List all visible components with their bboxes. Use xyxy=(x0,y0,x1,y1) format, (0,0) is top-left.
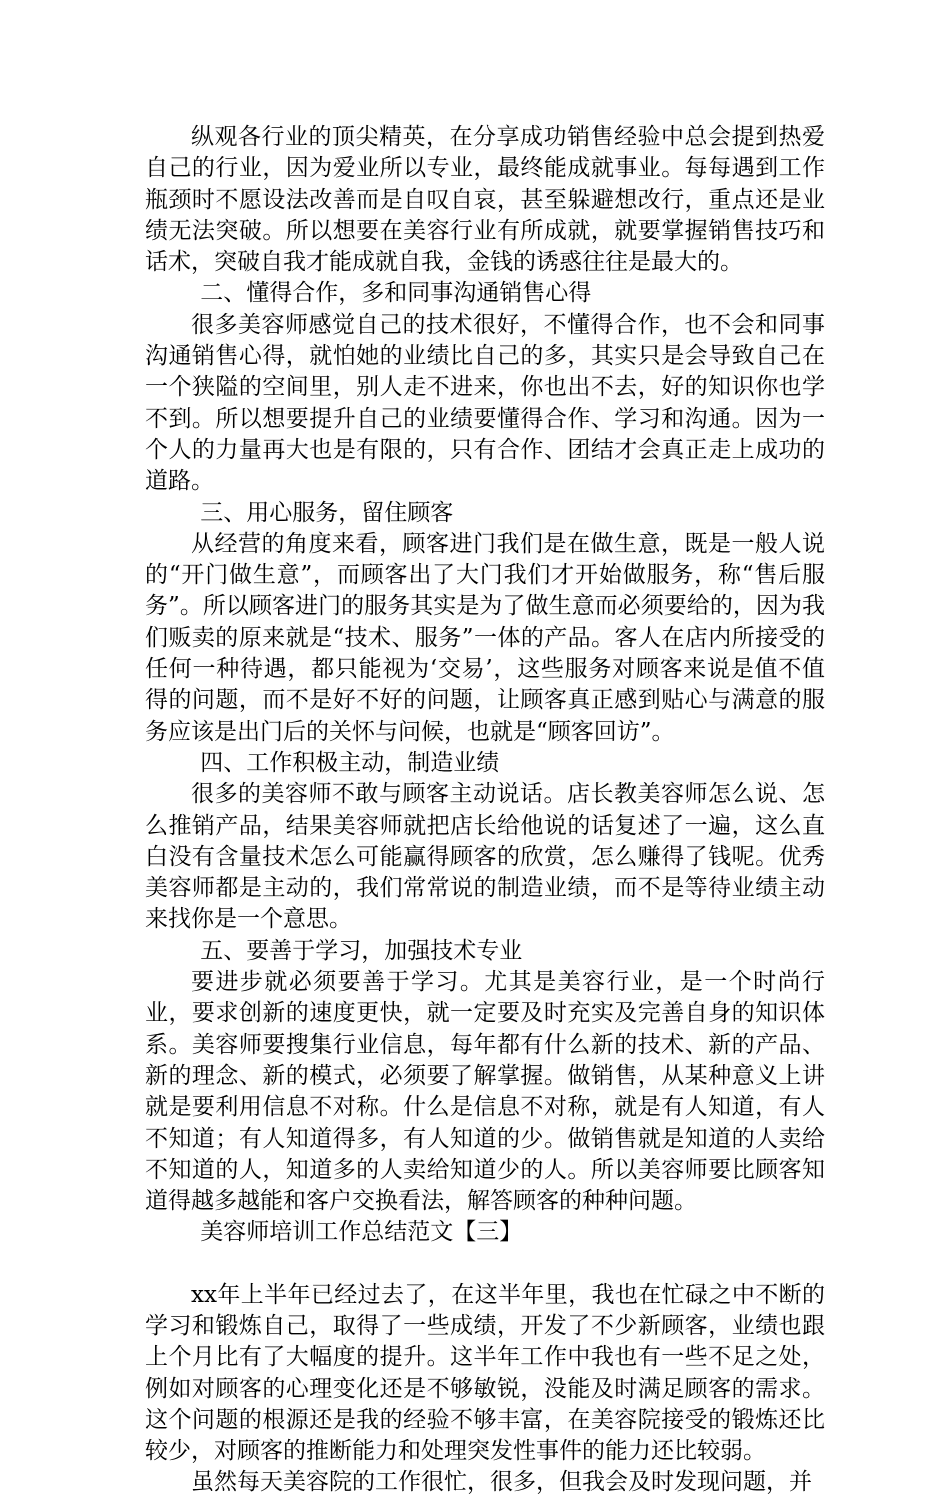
paragraph-daily-work: 虽然每天美容院的工作很忙，很多，但我会及时发现问题，并 xyxy=(191,1469,812,1496)
paragraph-career-passion: 纵观各行业的顶尖精英，在分享成功销售经验中总会提到热爱自己的行业，因为爱业所以专业，最终能成就事业。每每遇到工作瓶颈时不愿设法改善而是自叹自哀，甚至躲避想改行，重点还是业绩无法突破。所以想要在美容行业有所成就，就要掌握销售技巧和话术，突破自我才能成就自我，金钱的诱惑往往是最大的。 xyxy=(145,124,825,276)
section-heading-service: 三、用心服务，留住顾客 xyxy=(200,499,454,526)
section-heading-initiative: 四、工作积极主动，制造业绩 xyxy=(200,749,500,776)
paragraph-service: 从经营的角度来看，顾客进门我们是在做生意，既是一般人说的“开门做生意”，而顾客出了大门我们才开始做服务，称“售后服务”。所以顾客进门的服务其实是为了做生意而必须要给的，因为我们贩卖的原来就是“技术、服务”一体的产品。客人在店内所接受的任何一种待遇，都只能视为‘交易’，这些服务对顾客来说是值不值得的问题，而不是好不好的问题，让顾客真正感到贴心与满意的服务应该是出门后的关怀与问候，也就是“顾客回访”。 xyxy=(145,530,825,745)
section-heading-learning: 五、要善于学习，加强技术专业 xyxy=(200,937,523,964)
paragraph-cooperation: 很多美容师感觉自己的技术很好，不懂得合作，也不会和同事沟通销售心得，就怕她的业绩比自己的多，其实只是会导致自己在一个狭隘的空间里，别人走不进来，你也出不去，好的知识你也学不到。所以想要提升自己的业绩要懂得合作、学习和沟通。因为一个人的力量再大也是有限的，只有合作、团结才会真正走上成功的道路。 xyxy=(145,311,825,495)
paragraph-learning: 要进步就必须要善于学习。尤其是美容行业，是一个时尚行业，要求创新的速度更快，就一定要及时充实及完善自身的知识体系。美容师要搜集行业信息，每年都有什么新的技术、新的产品、新的理念、新的模式，必须要了解掌握。做销售，从某种意义上讲就是要利用信息不对称。什么是信息不对称，就是有人知道，有人不知道；有人知道得多，有人知道的少。做销售就是知道的人卖给不知道的人，知道多的人卖给知道少的人。所以美容师要比顾客知道得越多越能和客户交换看法，解答顾客的种种问题。 xyxy=(145,969,825,1215)
paragraph-half-year-review: xx年上半年已经过去了，在这半年里，我也在忙碌之中不断的学习和锻炼自己，取得了一些成绩，开发了不少新顾客，业绩也跟上个月比有了大幅度的提升。这半年工作中我也有一些不足之处，例如对顾客的心理变化还是不够敏锐，没能及时满足顾客的需求。这个问题的根源还是我的经验不够丰富，在美容院接受的锻炼还比较少，对顾客的推断能力和处理突发性事件的能力还比较弱。 xyxy=(145,1281,825,1465)
document-page xyxy=(145,122,825,1499)
section-heading-cooperation: 二、懂得合作，多和同事沟通销售心得 xyxy=(200,280,592,307)
paragraph-initiative: 很多的美容师不敢与顾客主动说话。店长教美容师怎么说、怎么推销产品，结果美容师就把店长给他说的话复述了一遍，这么直白没有含量技术怎么可能赢得顾客的欣赏，怎么赚得了钱呢。优秀美容师都是主动的，我们常常说的制造业绩，而不是等待业绩主动来找你是一个意思。 xyxy=(145,781,825,933)
document-section-title: 美容师培训工作总结范文【三】 xyxy=(200,1219,523,1246)
